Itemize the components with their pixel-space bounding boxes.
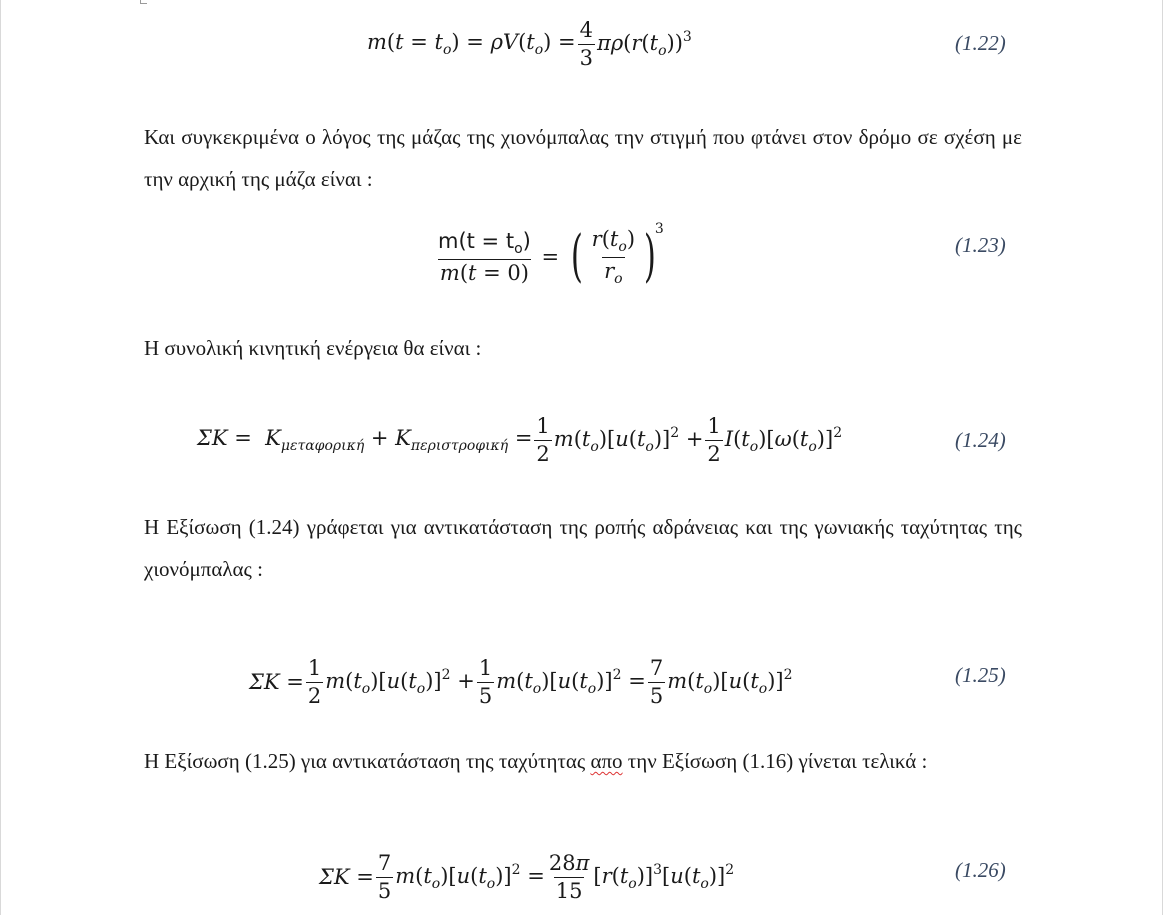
equation-number-1-23: (1.23) [955,233,1006,257]
equation-1-23: $\frac{m(t = t_o)}{m(t = 0)}$ = ( $\frac{r(t_o)}{r_o}$ ) 3 [438,221,664,289]
equation-1-22: $m(t = t_o) = \rho V(t_o)$ = $\frac{4}{3}$ $\pi\rho(r(t_o))^3$ [367,17,692,70]
paragraph-text-start: Η Εξίσωση (1.25) για αντικατάσταση της ταχύτητας [144,749,591,773]
paragraph-mass-ratio: Και συγκεκριμένα ο λόγος της μάζας της χιονόμπαλας την στιγμή που φτάνει στον δρόμο σε σχέση με την αρχική της μάζα είναι : [144,125,1022,191]
equation-number-1-26: (1.26) [955,858,1006,882]
equation-1-24: $\Sigma K = K_{\mu\varepsilon\tau\alpha\varphi o\rho\iota\kappa ή} + K_{\pi\varepsilon\rho\iota\sigma\tau\rho o\varphi\iota\kappa ή}$ = $\frac{1}{2}$ $m(t_o)[u(t_o)]^2$ + $\frac{1}{2}$ $I(t_o)[\omega(t_o)]^2$ [197,413,843,466]
equation-1-26: ΣK = $\frac{7}{5}$ $m(t_o)[u(t_o)]^2$ = $\frac{28\pi}{15}$ $[r(t_o)]^3[u(t_o)]^2$ [319,850,735,903]
spellcheck-flagged-word[interactable]: απο [590,749,623,773]
equation-number-1-25: (1.25) [955,663,1006,687]
equation-number-1-22: (1.22) [955,31,1006,55]
paragraph-substitution-inertia: Η Εξίσωση (1.24) γράφεται για αντικατάσταση της ροπής αδράνειας και της γωνιακής ταχύτητας της χιονόμπαλας : [144,515,1022,581]
page-corner-marker [140,0,147,4]
equation-number-1-24: (1.24) [955,428,1006,452]
paragraph-text-end: την Εξίσωση (1.16) γίνεται τελικά : [622,749,928,773]
equation-1-25: ΣK = $\frac{1}{2}$ $m(t_o)[u(t_o)]^2$ + $\frac{1}{5}$ $m(t_o)[u(t_o)]^2$ = $\frac{7}{5}$ $m(t_o)[u(t_o)]^2$ [249,655,793,708]
paragraph-kinetic-energy: Η συνολική κινητική ενέργεια θα είναι : [144,336,482,360]
paragraph-substitution-velocity [144,740,1022,782]
